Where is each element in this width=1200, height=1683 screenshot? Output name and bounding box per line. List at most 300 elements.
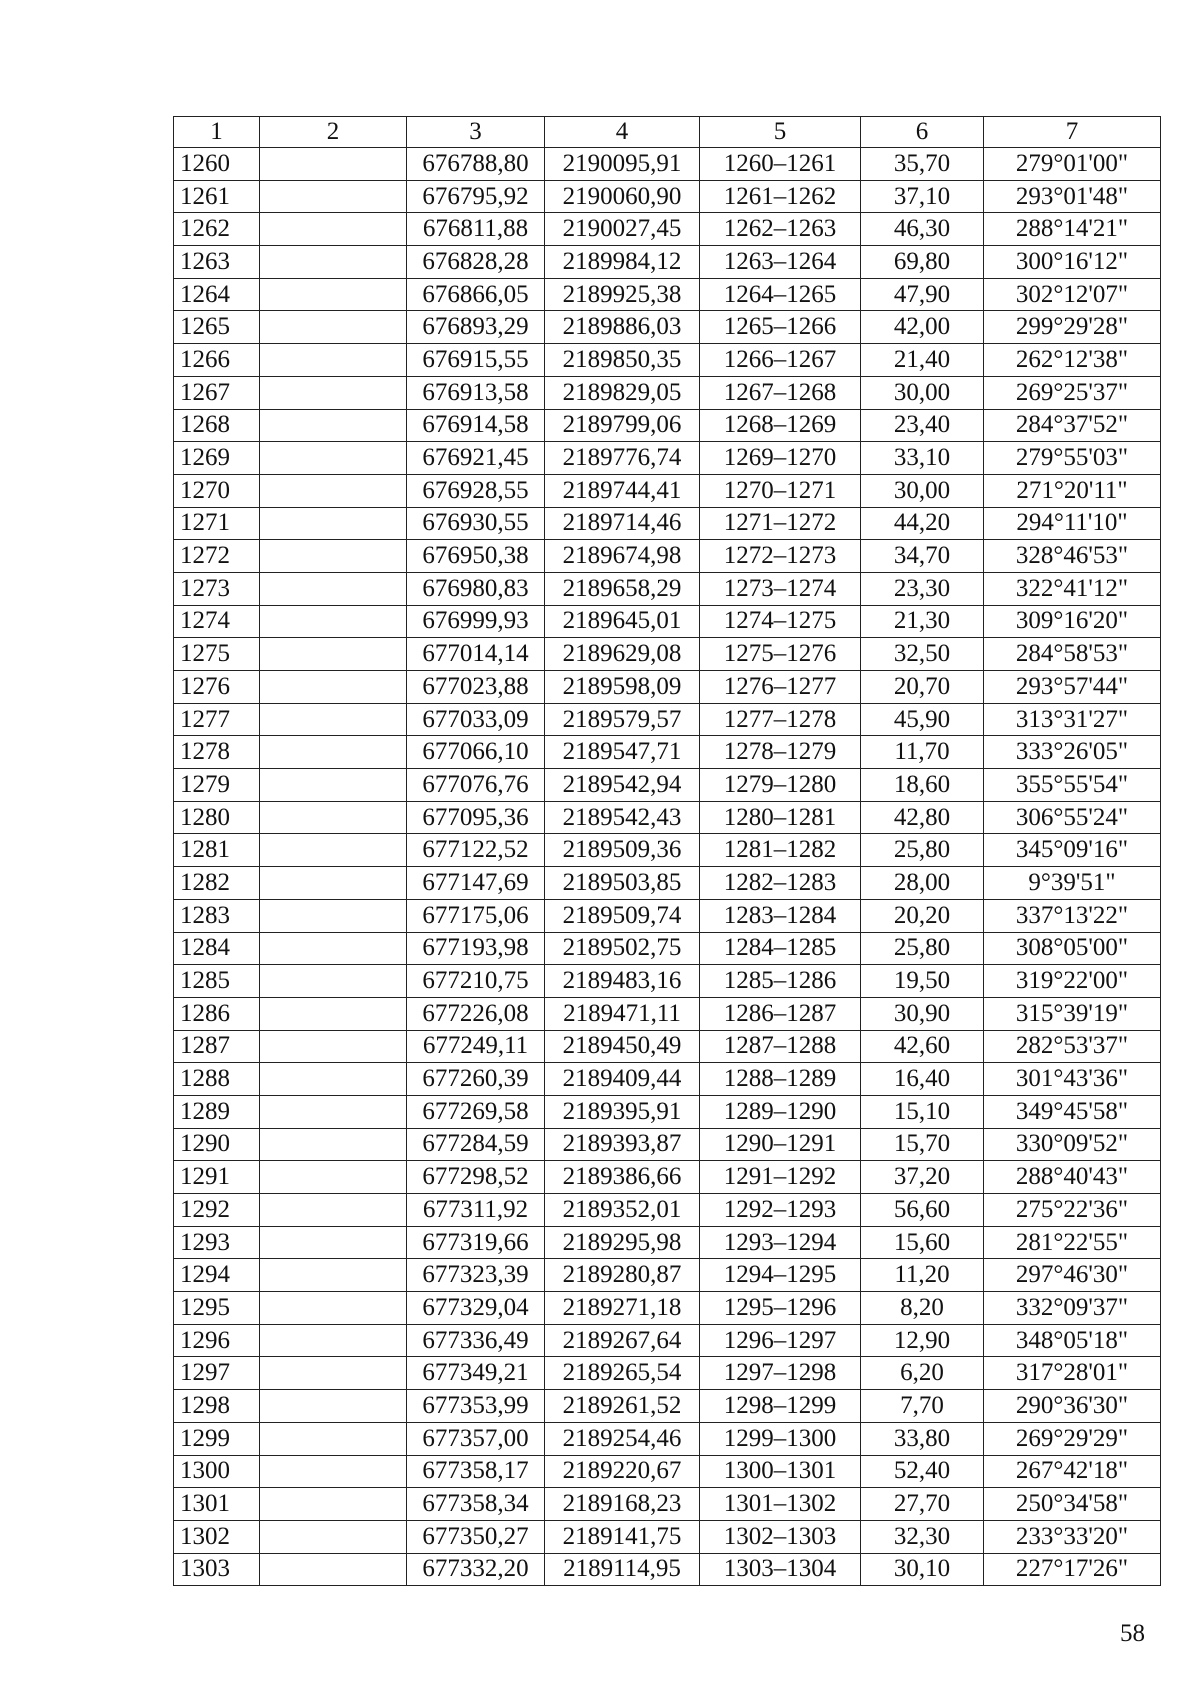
- table-cell: 1274–1275: [700, 605, 861, 638]
- table-cell: 1279: [174, 769, 260, 802]
- table-cell: 25,80: [861, 932, 984, 965]
- table-row: [174, 671, 1161, 704]
- table-cell: 2189547,71: [545, 736, 700, 769]
- table-cell: 299°29'28": [984, 311, 1161, 344]
- table-cell: 1288–1289: [700, 1063, 861, 1096]
- table-cell: 1300: [174, 1455, 260, 1488]
- table-cell: 37,20: [861, 1161, 984, 1194]
- table-cell: 677210,75: [407, 965, 545, 998]
- table-row: [174, 867, 1161, 900]
- table-cell: 1277: [174, 703, 260, 736]
- table-cell: [260, 1161, 407, 1194]
- table-row: [174, 409, 1161, 442]
- table-cell: 1269–1270: [700, 442, 861, 475]
- table-cell: 308°05'00": [984, 932, 1161, 965]
- table-cell: 676950,38: [407, 540, 545, 573]
- table-cell: 297°46'30": [984, 1259, 1161, 1292]
- table-cell: 677284,59: [407, 1128, 545, 1161]
- table-cell: 32,30: [861, 1520, 984, 1553]
- table-cell: 32,50: [861, 638, 984, 671]
- table-cell: [260, 736, 407, 769]
- table-row: [174, 834, 1161, 867]
- table-cell: 1263–1264: [700, 246, 861, 279]
- table-row: [174, 246, 1161, 279]
- table-row: [174, 213, 1161, 246]
- table-cell: 11,20: [861, 1259, 984, 1292]
- table-cell: 44,20: [861, 507, 984, 540]
- table-row: [174, 605, 1161, 638]
- table-cell: 1278–1279: [700, 736, 861, 769]
- table-cell: 7,70: [861, 1390, 984, 1423]
- table-cell: 1298: [174, 1390, 260, 1423]
- table-cell: 1276–1277: [700, 671, 861, 704]
- table-cell: 676913,58: [407, 376, 545, 409]
- table-cell: 2189386,66: [545, 1161, 700, 1194]
- table-cell: 1264: [174, 278, 260, 311]
- table-cell: [260, 605, 407, 638]
- table-cell: 1301: [174, 1488, 260, 1521]
- table-cell: 330°09'52": [984, 1128, 1161, 1161]
- table-cell: 1290: [174, 1128, 260, 1161]
- table-cell: 18,60: [861, 769, 984, 802]
- table-cell: 30,00: [861, 474, 984, 507]
- table-cell: 1289–1290: [700, 1095, 861, 1128]
- table-cell: 1267–1268: [700, 376, 861, 409]
- table-row: [174, 1161, 1161, 1194]
- table-cell: 1275–1276: [700, 638, 861, 671]
- table-cell: 1270: [174, 474, 260, 507]
- table-cell: 317°28'01": [984, 1357, 1161, 1390]
- table-cell: 2189503,85: [545, 867, 700, 900]
- table-cell: 15,60: [861, 1226, 984, 1259]
- table-cell: 1290–1291: [700, 1128, 861, 1161]
- table-cell: 233°33'20": [984, 1520, 1161, 1553]
- table-cell: 1274: [174, 605, 260, 638]
- table-cell: 677269,58: [407, 1095, 545, 1128]
- table-cell: 676914,58: [407, 409, 545, 442]
- table-cell: 677332,20: [407, 1553, 545, 1586]
- table-cell: 2189502,75: [545, 932, 700, 965]
- table-cell: 677193,98: [407, 932, 545, 965]
- table-cell: [260, 180, 407, 213]
- table-row: [174, 278, 1161, 311]
- table-cell: 676828,28: [407, 246, 545, 279]
- table-cell: 1302–1303: [700, 1520, 861, 1553]
- table-cell: 1271: [174, 507, 260, 540]
- table-cell: [260, 965, 407, 998]
- table-cell: 1287–1288: [700, 1030, 861, 1063]
- table-cell: 677122,52: [407, 834, 545, 867]
- table-cell: 1293: [174, 1226, 260, 1259]
- table-cell: 1273–1274: [700, 572, 861, 605]
- table-cell: 56,60: [861, 1194, 984, 1227]
- table-cell: 2189744,41: [545, 474, 700, 507]
- table-cell: 20,20: [861, 899, 984, 932]
- table-cell: 676930,55: [407, 507, 545, 540]
- table-cell: 1294: [174, 1259, 260, 1292]
- table-cell: 677357,00: [407, 1422, 545, 1455]
- table-cell: 45,90: [861, 703, 984, 736]
- table-cell: 677336,49: [407, 1324, 545, 1357]
- table-cell: 1270–1271: [700, 474, 861, 507]
- table-cell: 288°14'21": [984, 213, 1161, 246]
- table-cell: [260, 801, 407, 834]
- table-row: [174, 507, 1161, 540]
- table-cell: [260, 1095, 407, 1128]
- table-cell: 1281–1282: [700, 834, 861, 867]
- table-cell: 2189542,94: [545, 769, 700, 802]
- table-cell: [260, 932, 407, 965]
- table-cell: 2189261,52: [545, 1390, 700, 1423]
- table-cell: 348°05'18": [984, 1324, 1161, 1357]
- table-cell: 1286–1287: [700, 997, 861, 1030]
- table-cell: 1292–1293: [700, 1194, 861, 1227]
- table-cell: 279°55'03": [984, 442, 1161, 475]
- table-cell: 284°58'53": [984, 638, 1161, 671]
- table-cell: 284°37'52": [984, 409, 1161, 442]
- table-cell: 1298–1299: [700, 1390, 861, 1423]
- table-cell: 1278: [174, 736, 260, 769]
- table-cell: 262°12'38": [984, 344, 1161, 377]
- table-cell: 1287: [174, 1030, 260, 1063]
- table-cell: 2189280,87: [545, 1259, 700, 1292]
- table-cell: 293°01'48": [984, 180, 1161, 213]
- table-cell: 1268–1269: [700, 409, 861, 442]
- table-cell: 355°55'54": [984, 769, 1161, 802]
- table-row: [174, 703, 1161, 736]
- table-cell: 1296: [174, 1324, 260, 1357]
- table-row: [174, 1324, 1161, 1357]
- table-cell: 9°39'51": [984, 867, 1161, 900]
- table-cell: 269°25'37": [984, 376, 1161, 409]
- table-cell: [260, 1390, 407, 1423]
- table-cell: 2189829,05: [545, 376, 700, 409]
- table-cell: 33,10: [861, 442, 984, 475]
- table-cell: 8,20: [861, 1292, 984, 1325]
- table-cell: 1268: [174, 409, 260, 442]
- table-cell: 282°53'37": [984, 1030, 1161, 1063]
- table-cell: 319°22'00": [984, 965, 1161, 998]
- table-cell: 2189886,03: [545, 311, 700, 344]
- table-cell: 2189658,29: [545, 572, 700, 605]
- table-cell: 1303: [174, 1553, 260, 1586]
- table-cell: [260, 540, 407, 573]
- table-cell: 28,00: [861, 867, 984, 900]
- table-cell: 2189799,06: [545, 409, 700, 442]
- table-cell: 677095,36: [407, 801, 545, 834]
- table-cell: 2189254,46: [545, 1422, 700, 1455]
- table-cell: 676980,83: [407, 572, 545, 605]
- table-cell: [260, 1520, 407, 1553]
- table-cell: 677311,92: [407, 1194, 545, 1227]
- table-cell: 12,90: [861, 1324, 984, 1357]
- table-cell: 1284: [174, 932, 260, 965]
- table-cell: 227°17'26": [984, 1553, 1161, 1586]
- table-cell: [260, 1259, 407, 1292]
- table-cell: 2189714,46: [545, 507, 700, 540]
- column-header-2: 2: [260, 117, 407, 148]
- table-cell: 2189220,67: [545, 1455, 700, 1488]
- table-cell: 2189776,74: [545, 442, 700, 475]
- table-cell: [260, 899, 407, 932]
- table-cell: 46,30: [861, 213, 984, 246]
- table-cell: [260, 1128, 407, 1161]
- table-cell: 15,10: [861, 1095, 984, 1128]
- table-cell: 37,10: [861, 180, 984, 213]
- table-cell: 1271–1272: [700, 507, 861, 540]
- table-cell: 677323,39: [407, 1259, 545, 1292]
- table-cell: [260, 1226, 407, 1259]
- table-cell: 2189471,11: [545, 997, 700, 1030]
- table-cell: 1280–1281: [700, 801, 861, 834]
- table-row: [174, 540, 1161, 573]
- table-cell: 2189509,74: [545, 899, 700, 932]
- table-cell: 1265–1266: [700, 311, 861, 344]
- table-cell: 1296–1297: [700, 1324, 861, 1357]
- table-cell: 27,70: [861, 1488, 984, 1521]
- table-cell: 19,50: [861, 965, 984, 998]
- table-cell: 2189542,43: [545, 801, 700, 834]
- table-row: [174, 1422, 1161, 1455]
- table-cell: 677358,34: [407, 1488, 545, 1521]
- table-header-row: [174, 117, 1161, 148]
- table-cell: 677358,17: [407, 1455, 545, 1488]
- table-cell: [260, 703, 407, 736]
- table-cell: 1264–1265: [700, 278, 861, 311]
- table-cell: [260, 638, 407, 671]
- table-cell: 677033,09: [407, 703, 545, 736]
- table-cell: [260, 867, 407, 900]
- table-cell: [260, 1488, 407, 1521]
- table-cell: 30,10: [861, 1553, 984, 1586]
- table-cell: 1288: [174, 1063, 260, 1096]
- table-cell: 1273: [174, 572, 260, 605]
- table-row: [174, 932, 1161, 965]
- table-cell: 333°26'05": [984, 736, 1161, 769]
- table-cell: 301°43'36": [984, 1063, 1161, 1096]
- column-header-3: 3: [407, 117, 545, 148]
- table-cell: 1303–1304: [700, 1553, 861, 1586]
- table-cell: 250°34'58": [984, 1488, 1161, 1521]
- table-cell: 1272: [174, 540, 260, 573]
- table-cell: 293°57'44": [984, 671, 1161, 704]
- table-cell: 677147,69: [407, 867, 545, 900]
- table-cell: [260, 442, 407, 475]
- table-row: [174, 1520, 1161, 1553]
- table-cell: 1285: [174, 965, 260, 998]
- table-cell: 1282: [174, 867, 260, 900]
- table-cell: 269°29'29": [984, 1422, 1161, 1455]
- table-cell: 52,40: [861, 1455, 984, 1488]
- table-row: [174, 344, 1161, 377]
- table-cell: 306°55'24": [984, 801, 1161, 834]
- table-cell: [260, 572, 407, 605]
- table-row: [174, 311, 1161, 344]
- table-cell: 677329,04: [407, 1292, 545, 1325]
- table-cell: 1260–1261: [700, 148, 861, 181]
- table-row: [174, 474, 1161, 507]
- table-cell: 328°46'53": [984, 540, 1161, 573]
- table-cell: 2189395,91: [545, 1095, 700, 1128]
- table-cell: [260, 507, 407, 540]
- table-cell: 11,70: [861, 736, 984, 769]
- table-cell: 16,40: [861, 1063, 984, 1096]
- table-cell: 2189579,57: [545, 703, 700, 736]
- table-cell: 1291: [174, 1161, 260, 1194]
- table-cell: [260, 1324, 407, 1357]
- table-cell: [260, 409, 407, 442]
- table-cell: 2189629,08: [545, 638, 700, 671]
- table-cell: 6,20: [861, 1357, 984, 1390]
- table-cell: 1267: [174, 376, 260, 409]
- table-cell: 2189265,54: [545, 1357, 700, 1390]
- table-cell: [260, 278, 407, 311]
- table-cell: 2189509,36: [545, 834, 700, 867]
- table-cell: [260, 997, 407, 1030]
- table-row: [174, 965, 1161, 998]
- table-cell: 302°12'07": [984, 278, 1161, 311]
- table-cell: 1262–1263: [700, 213, 861, 246]
- table-cell: 676921,45: [407, 442, 545, 475]
- table-cell: 1297: [174, 1357, 260, 1390]
- table-cell: [260, 213, 407, 246]
- table-cell: 1289: [174, 1095, 260, 1128]
- table-cell: 300°16'12": [984, 246, 1161, 279]
- table-cell: 1284–1285: [700, 932, 861, 965]
- table-cell: 1266: [174, 344, 260, 377]
- table-cell: 2189598,09: [545, 671, 700, 704]
- table-row: [174, 1488, 1161, 1521]
- table-cell: 1294–1295: [700, 1259, 861, 1292]
- table-cell: 34,70: [861, 540, 984, 573]
- table-cell: 1276: [174, 671, 260, 704]
- table-cell: 1285–1286: [700, 965, 861, 998]
- table-cell: 1297–1298: [700, 1357, 861, 1390]
- table-row: [174, 1063, 1161, 1096]
- table-cell: 1277–1278: [700, 703, 861, 736]
- table-cell: 1275: [174, 638, 260, 671]
- table-cell: 2189483,16: [545, 965, 700, 998]
- table-row: [174, 1194, 1161, 1227]
- table-cell: 677023,88: [407, 671, 545, 704]
- table-cell: 1279–1280: [700, 769, 861, 802]
- table-cell: 1302: [174, 1520, 260, 1553]
- table-cell: [260, 1422, 407, 1455]
- table-cell: [260, 1292, 407, 1325]
- table-cell: 42,80: [861, 801, 984, 834]
- table-cell: 677014,14: [407, 638, 545, 671]
- table-cell: 677076,76: [407, 769, 545, 802]
- table-cell: 676928,55: [407, 474, 545, 507]
- table-row: [174, 1030, 1161, 1063]
- table-row: [174, 997, 1161, 1030]
- table-cell: [260, 376, 407, 409]
- table-cell: 267°42'18": [984, 1455, 1161, 1488]
- table-row: [174, 899, 1161, 932]
- table-cell: 1263: [174, 246, 260, 279]
- table-cell: 677353,99: [407, 1390, 545, 1423]
- table-cell: 15,70: [861, 1128, 984, 1161]
- table-cell: 42,60: [861, 1030, 984, 1063]
- table-cell: 676915,55: [407, 344, 545, 377]
- table-cell: 2189168,23: [545, 1488, 700, 1521]
- table-cell: 1272–1273: [700, 540, 861, 573]
- table-cell: 25,80: [861, 834, 984, 867]
- table-row: [174, 1095, 1161, 1128]
- table-cell: 676811,88: [407, 213, 545, 246]
- table-cell: 1300–1301: [700, 1455, 861, 1488]
- table-cell: 281°22'55": [984, 1226, 1161, 1259]
- table-row: [174, 1292, 1161, 1325]
- table-cell: 677349,21: [407, 1357, 545, 1390]
- table-cell: [260, 1063, 407, 1096]
- table-cell: [260, 1194, 407, 1227]
- table-cell: 677066,10: [407, 736, 545, 769]
- table-cell: 677249,11: [407, 1030, 545, 1063]
- table-cell: 677319,66: [407, 1226, 545, 1259]
- table-cell: 271°20'11": [984, 474, 1161, 507]
- table-cell: [260, 1553, 407, 1586]
- table-cell: 23,30: [861, 572, 984, 605]
- column-header-6: 6: [861, 117, 984, 148]
- table-row: [174, 638, 1161, 671]
- table-row: [174, 1455, 1161, 1488]
- table-cell: 2189267,64: [545, 1324, 700, 1357]
- table-row: [174, 1226, 1161, 1259]
- table-cell: 23,40: [861, 409, 984, 442]
- table-cell: 676866,05: [407, 278, 545, 311]
- table-cell: 677350,27: [407, 1520, 545, 1553]
- table-cell: 1266–1267: [700, 344, 861, 377]
- table-cell: 1295: [174, 1292, 260, 1325]
- table-cell: 349°45'58": [984, 1095, 1161, 1128]
- table-cell: 275°22'36": [984, 1194, 1161, 1227]
- table-cell: 677298,52: [407, 1161, 545, 1194]
- table-cell: 677226,08: [407, 997, 545, 1030]
- table-cell: 676999,93: [407, 605, 545, 638]
- table-cell: 322°41'12": [984, 572, 1161, 605]
- table-cell: [260, 1357, 407, 1390]
- table-cell: 677260,39: [407, 1063, 545, 1096]
- table-cell: 2189271,18: [545, 1292, 700, 1325]
- table-cell: [260, 671, 407, 704]
- table-cell: 1280: [174, 801, 260, 834]
- table-cell: 69,80: [861, 246, 984, 279]
- table-cell: 1301–1302: [700, 1488, 861, 1521]
- table-cell: 2189114,95: [545, 1553, 700, 1586]
- table-cell: 2189984,12: [545, 246, 700, 279]
- table-row: [174, 801, 1161, 834]
- table-cell: 42,00: [861, 311, 984, 344]
- table-row: [174, 769, 1161, 802]
- table-cell: 676893,29: [407, 311, 545, 344]
- table-row: [174, 442, 1161, 475]
- table-cell: 2189645,01: [545, 605, 700, 638]
- table-cell: 35,70: [861, 148, 984, 181]
- column-header-7: 7: [984, 117, 1161, 148]
- column-header-4: 4: [545, 117, 700, 148]
- table-cell: [260, 474, 407, 507]
- table-cell: 1261–1262: [700, 180, 861, 213]
- table-cell: 1262: [174, 213, 260, 246]
- table-cell: 1260: [174, 148, 260, 181]
- table-cell: 2189850,35: [545, 344, 700, 377]
- table-cell: 1299: [174, 1422, 260, 1455]
- table-cell: 21,30: [861, 605, 984, 638]
- table-cell: 313°31'27": [984, 703, 1161, 736]
- table-cell: 332°09'37": [984, 1292, 1161, 1325]
- table-cell: 1286: [174, 997, 260, 1030]
